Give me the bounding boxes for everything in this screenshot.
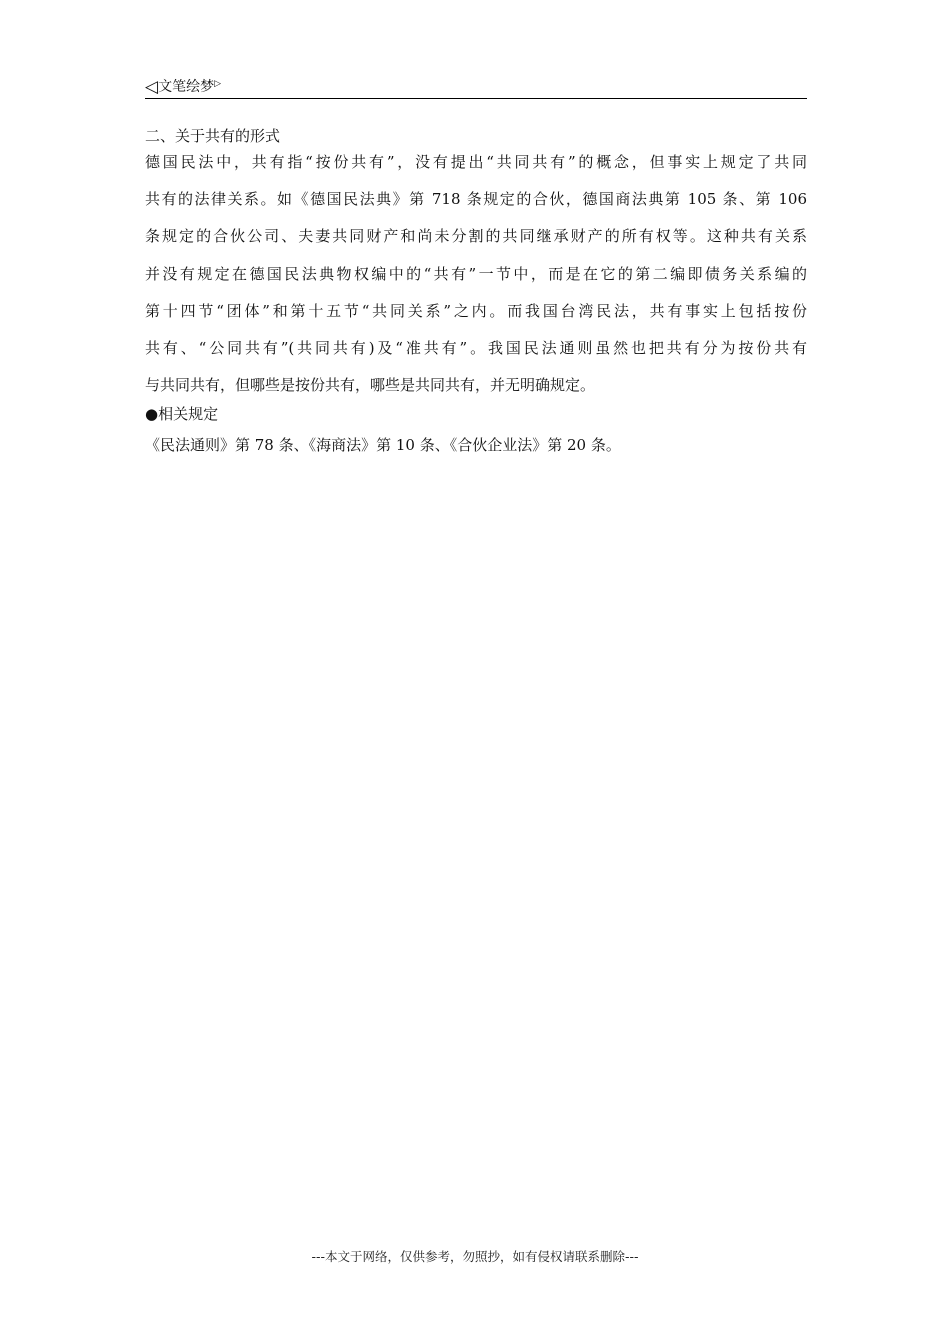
document-body: [145, 125, 807, 456]
paragraph-line: 德国民法中，共有指“按份共有”，没有提出“共同共有”的概念，但事实上规定了共同: [145, 153, 807, 171]
section-paragraph: [145, 151, 807, 411]
section-heading: 二、关于共有的形式: [145, 127, 281, 145]
related-provisions-heading: ●相关规定: [145, 405, 219, 424]
left-triangle-icon: ◁: [145, 77, 159, 97]
right-triangle-icon: ▷: [214, 79, 221, 89]
paragraph-line: 与共同共有，但哪些是按份共有，哪些是共同共有，并无明确规定。: [145, 376, 596, 395]
footer-notice: ---本文于网络，仅供参考，勿照抄，如有侵权请联系删除---: [311, 1249, 639, 1264]
paragraph-line: 共有的法律关系。如《德国民法典》第 718 条规定的合伙，德国商法典第 105 条、第 106: [145, 190, 807, 209]
paragraph-line: 共有、“公同共有”(共同共有)及“准共有”。我国民法通则虽然也把共有分为按份共有: [145, 338, 807, 357]
header-title: 文笔绘梦: [158, 79, 215, 95]
paragraph-line: 并没有规定在德国民法典物权编中的“共有”一节中，而是在它的第二编即债务关系编的: [145, 264, 807, 283]
paragraph-line: 第十四节“团体”和第十五节“共同关系”之内。而我国台湾民法，共有事实上包括按份: [145, 301, 807, 320]
paragraph-line: 条规定的合伙公司、夫妻共同财产和尚未分割的共同继承财产的所有权等。这种共有关系: [145, 227, 807, 246]
related-provisions-text: 《民法通则》第 78 条、《海商法》第 10 条、《合伙企业法》第 20 条。: [145, 436, 621, 455]
page-header: [145, 74, 807, 99]
